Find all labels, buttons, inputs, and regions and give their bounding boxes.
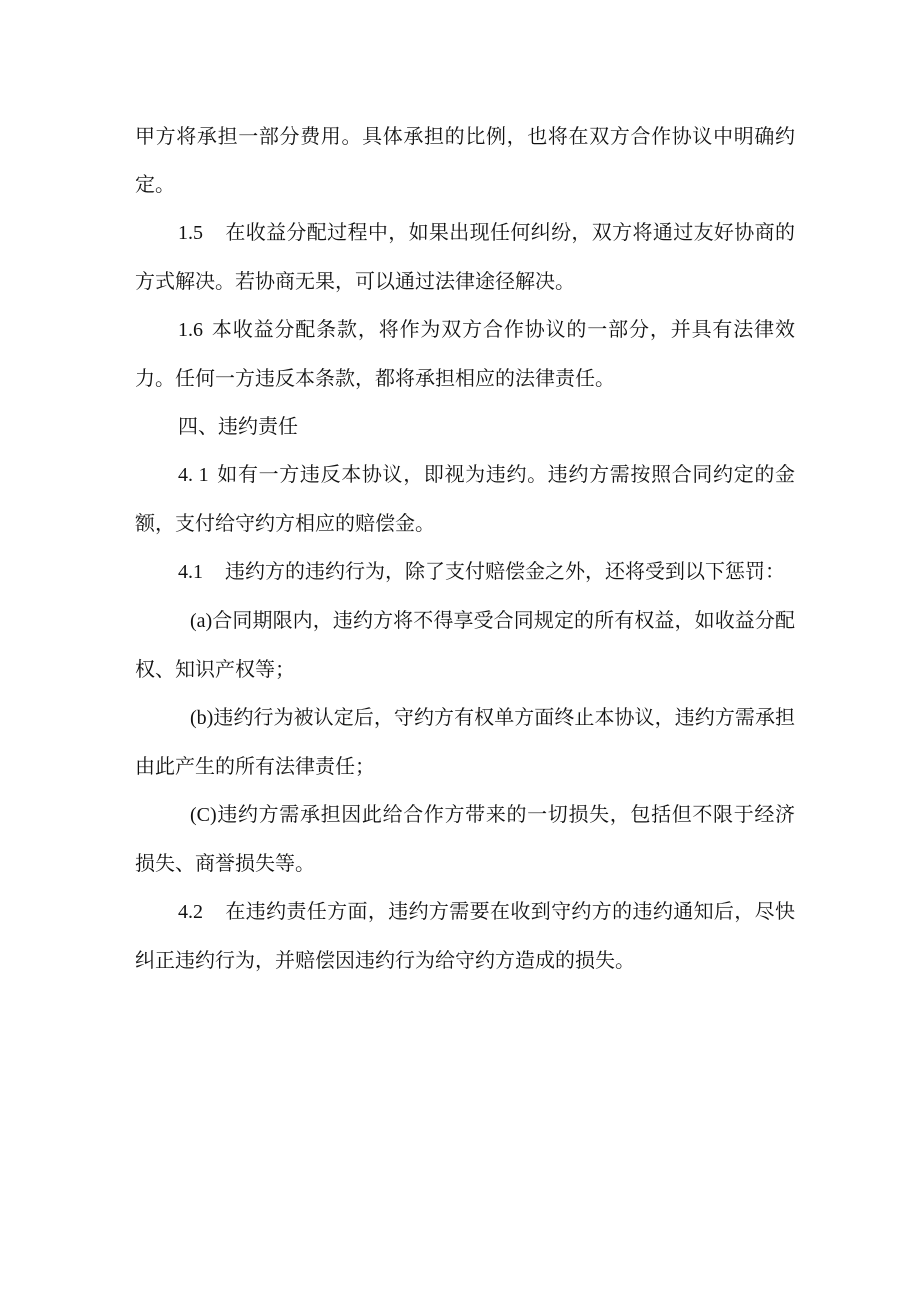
sub-clause-text: 违约方需承担因此给合作方带来的一切损失，包括但不限于经济损失、商誉损失等。 [135, 802, 795, 875]
document-body [135, 112, 795, 984]
sub-clause-a [135, 596, 795, 693]
clause-4-1-first [135, 450, 795, 547]
sub-clause-b [135, 693, 795, 790]
clause-text: 如有一方违反本协议，即视为违约。违约方需按照合同约定的金额，支付给守约方相应的赔偿金。 [135, 462, 796, 535]
sub-clause-label: (a) [190, 610, 213, 632]
clause-number: 1.6 [178, 319, 203, 341]
sub-clause-label: (b) [190, 707, 214, 729]
section-heading [135, 402, 795, 450]
sub-clause-c [135, 790, 795, 887]
clause-number: 4.2 [178, 901, 203, 923]
paragraph-continuation [135, 112, 795, 208]
clause-number: 4.1 [178, 561, 203, 583]
clause-1-5 [135, 208, 795, 305]
clause-text: 违约方的违约行为，除了支付赔偿金之外，还将受到以下惩罚： [225, 559, 785, 583]
clause-text: 本收益分配条款，将作为双方合作协议的一部分，并具有法律效力。任何一方违反本条款，都将承担相应的法律责任。 [135, 317, 795, 390]
clause-4-1 [135, 547, 795, 596]
clause-text: 在收益分配过程中，如果出现任何纠纷，双方将通过友好协商的方式解决。若协商无果，可以通过法律途径解决。 [135, 220, 795, 293]
paragraph-text: 甲方将承担一部分费用。具体承担的比例，也将在双方合作协议中明确约定。 [135, 124, 795, 196]
sub-clause-label: (C) [190, 804, 217, 826]
sub-clause-text: 合同期限内，违约方将不得享受合同规定的所有权益，如收益分配权、知识产权等； [135, 608, 795, 681]
clause-number: 4. 1 [178, 464, 209, 486]
clause-number: 1.5 [178, 222, 203, 244]
section-heading-text: 四、违约责任 [178, 414, 298, 438]
clause-text: 在违约责任方面，违约方需要在收到守约方的违约通知后，尽快纠正违约行为，并赔偿因违约行为给守约方造成的损失。 [135, 899, 795, 972]
clause-4-2 [135, 887, 795, 984]
clause-1-6 [135, 305, 795, 402]
sub-clause-text: 违约行为被认定后，守约方有权单方面终止本协议，违约方需承担由此产生的所有法律责任； [135, 705, 795, 778]
